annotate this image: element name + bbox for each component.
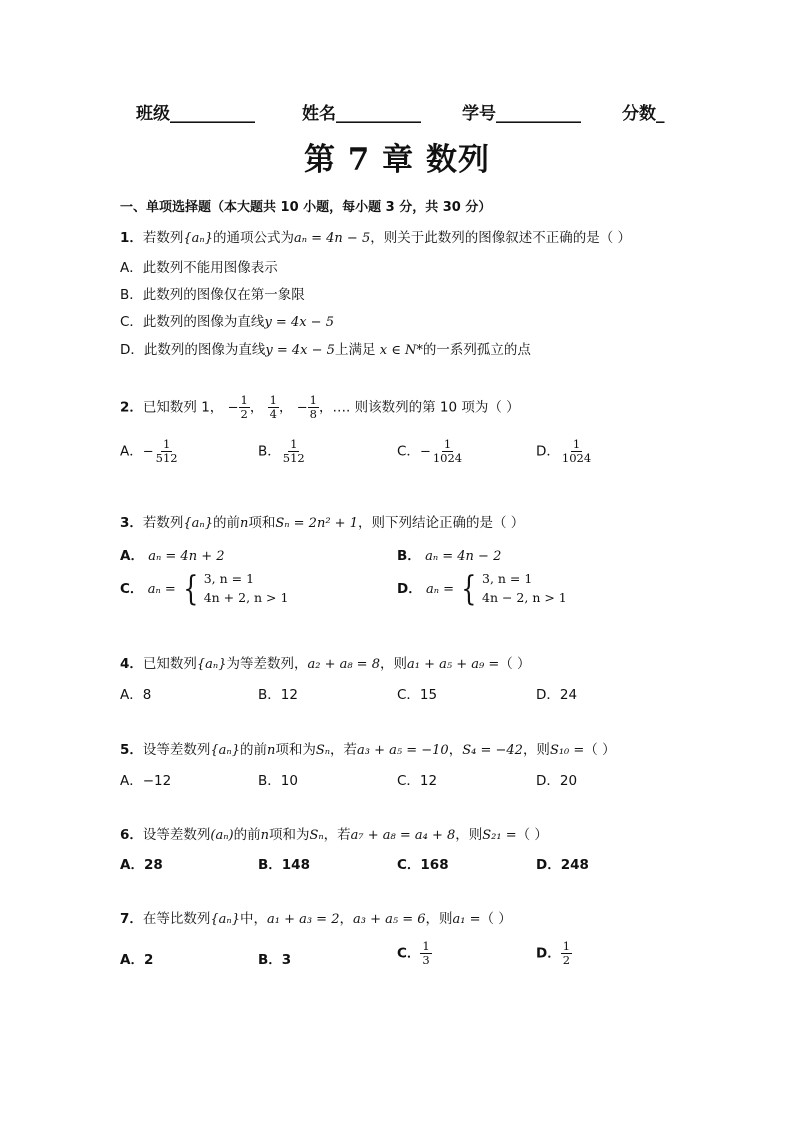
name-field-label: 姓名__________: [302, 104, 421, 124]
formula: a₃ + a₅ = 6: [352, 912, 426, 927]
option-d: D． $\frac{1}{1024}$: [536, 437, 592, 466]
question-number: 7．: [120, 911, 143, 927]
option-a: A．2: [120, 952, 154, 968]
option-d: D．此数列的图像为直线y = 4x − 5上满足 x ∈ N*的一系列孤立的点: [120, 342, 531, 358]
formula: S₁₀ =: [549, 743, 585, 758]
formula: S₂₁ =: [482, 828, 517, 843]
sequence-symbol: {aₙ}: [183, 516, 213, 531]
option-b: B．148: [258, 857, 310, 873]
question-number: 1．: [120, 230, 143, 246]
formula: a₁ =: [452, 912, 481, 927]
formula: S₄ = −42: [462, 743, 523, 758]
formula: aₙ = 4n − 5: [293, 231, 371, 246]
option-d: D．24: [536, 687, 578, 703]
option-c: C． $\frac{1}{3}$: [397, 939, 430, 968]
option-c: C．− $\frac{1}{1024}$: [397, 437, 463, 466]
formula: Sₙ = 2n² + 1: [275, 516, 358, 531]
option-c: C． aₙ = { 3, n = 1 4n + 2, n > 1: [120, 568, 289, 609]
option-d: D． $\frac{1}{2}$: [536, 939, 571, 968]
option-b: B．此数列的图像仅在第一象限: [120, 287, 305, 303]
formula: y = 4x − 5: [264, 315, 334, 330]
option-b: B． aₙ = 4n − 2: [397, 548, 502, 564]
question-7: 7．在等比数列{aₙ}中，a₁ + a₃ = 2，a₃ + a₅ = 6，则a₁ =（ ）: [120, 911, 512, 927]
formula: aₙ = 4n + 2: [148, 549, 225, 564]
question-5: 5．设等差数列{aₙ}的前n项和为Sₙ，若a₃ + a₅ = −10，S₄ = −42，则S₁₀ =（ ）: [120, 742, 616, 758]
sequence-symbol: {aₙ}: [210, 912, 240, 927]
score-field-label: 分数_: [622, 104, 665, 124]
formula: y = 4x − 5: [265, 343, 335, 358]
question-2: 2．已知数列 1， − $\frac{1}{2}$ ， $\frac{1}{4}$ ， − $\frac{1}{8}$ ，…. 则该数列的第 10 项为（ ）: [120, 393, 520, 422]
fraction: $\frac{1}{2}$: [240, 393, 248, 422]
sequence-symbol: {aₙ}: [196, 657, 227, 672]
question-number: 3．: [120, 515, 143, 531]
formula: a₁ + a₅ + a₉ =: [406, 657, 500, 672]
option-b: B． $\frac{1}{512}$: [258, 437, 305, 466]
fraction: $\frac{1}{1024}$: [432, 437, 463, 466]
option-d: D．20: [536, 773, 578, 789]
fraction: $\frac{1}{512}$: [155, 437, 178, 466]
formula: a₃ + a₅ = −10: [357, 743, 449, 758]
left-brace: {: [183, 568, 199, 609]
formula: a₁ + a₃ = 2: [266, 912, 340, 927]
class-field-label: 班级__________: [136, 104, 255, 124]
sequence-symbol: {aₙ}: [210, 743, 240, 758]
question-number: 5．: [120, 742, 143, 758]
fraction: $\frac{1}{4}$: [269, 393, 277, 422]
fraction: $\frac{1}{3}$: [422, 939, 430, 968]
question-number: 2．: [120, 399, 143, 416]
fraction: $\frac{1}{8}$: [309, 393, 317, 422]
fraction: $\frac{1}{1024}$: [561, 437, 592, 466]
left-brace: {: [461, 568, 477, 609]
page-title: 第 7 章 数列: [304, 142, 490, 178]
option-a: A． aₙ = 4n + 2: [120, 548, 225, 564]
option-b: B．10: [258, 773, 298, 789]
option-a: A．此数列不能用图像表示: [120, 260, 278, 276]
option-a: A．28: [120, 857, 163, 873]
option-d: D．248: [536, 857, 589, 873]
student-id-field-label: 学号__________: [462, 104, 581, 124]
option-b: B．12: [258, 687, 298, 703]
option-c: C．168: [397, 857, 449, 873]
question-3: 3．若数列{aₙ}的前n项和Sₙ = 2n² + 1，则下列结论正确的是（ ）: [120, 515, 525, 531]
option-a: A．−12: [120, 773, 172, 789]
formula: aₙ = 4n − 2: [425, 549, 502, 564]
piecewise: { 3, n = 1 4n + 2, n > 1: [183, 568, 289, 609]
option-c: C．此数列的图像为直线y = 4x − 5: [120, 314, 334, 330]
question-6: 6．设等差数列(aₙ)的前n项和为Sₙ，若a₇ + a₈ = a₄ + 8，则S₂₁ =（ ）: [120, 827, 548, 843]
formula: a₂ + a₈ = 8: [307, 657, 380, 672]
option-a: A．8: [120, 687, 152, 703]
option-d: D． aₙ = { 3, n = 1 4n − 2, n > 1: [397, 568, 567, 609]
sequence-symbol: (aₙ): [210, 828, 234, 843]
option-b: B．3: [258, 952, 292, 968]
fraction: $\frac{1}{512}$: [282, 437, 305, 466]
section-heading: 一、单项选择题（本大题共 10 小题，每小题 3 分，共 30 分）: [120, 200, 492, 215]
formula: x ∈ N*: [379, 343, 423, 358]
question-1: 1．若数列{aₙ}的通项公式为aₙ = 4n − 5，则关于此数列的图像叙述不正确的是（ ）: [120, 230, 632, 246]
question-4: 4．已知数列{aₙ}为等差数列，a₂ + a₈ = 8，则a₁ + a₅ + a₉ =（ ）: [120, 656, 531, 672]
option-c: C．12: [397, 773, 438, 789]
formula: a₇ + a₈ = a₄ + 8: [350, 828, 456, 843]
question-number: 4．: [120, 656, 143, 672]
sequence-symbol: {aₙ}: [183, 231, 213, 246]
fraction: $\frac{1}{2}$: [562, 939, 571, 968]
piecewise: { 3, n = 1 4n − 2, n > 1: [461, 568, 567, 609]
option-a: A．− $\frac{1}{512}$: [120, 437, 178, 466]
question-number: 6．: [120, 827, 143, 843]
option-c: C．15: [397, 687, 438, 703]
